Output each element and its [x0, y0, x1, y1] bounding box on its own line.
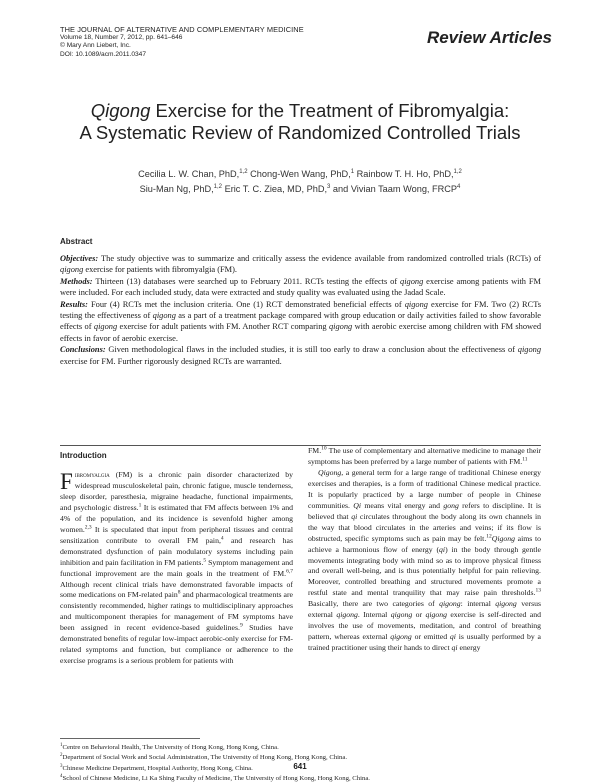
journal-copyright: © Mary Ann Liebert, Inc.	[60, 42, 131, 50]
intro-text: Although recent clinical trials have demonstrated favorable impacts of some medications on FM-related pain	[60, 579, 293, 600]
footnote-divider	[60, 738, 200, 739]
qigong-term: qigong	[328, 322, 353, 332]
qigong-term: Qigong	[491, 533, 516, 543]
citation: 1	[138, 502, 142, 509]
author-5-affil: 3	[327, 184, 331, 191]
intro-text: or	[412, 610, 426, 620]
intro-paragraph-2	[308, 468, 541, 654]
intro-text: energy	[457, 643, 481, 653]
gong-term: gong	[443, 500, 459, 510]
author-4: Siu-Man Ng, PhD,	[139, 184, 214, 195]
qigong-term: qigong	[404, 299, 428, 309]
intro-paragraph-1	[60, 470, 293, 667]
intro-text: : internal	[460, 599, 496, 609]
drop-cap: F	[60, 469, 73, 494]
abstract-methods	[60, 276, 541, 299]
journal-doi: DOI: 10.1089/acm.2011.0347	[60, 50, 147, 58]
title-line1: Exercise for the Treatment of Fibromyalgia:	[150, 100, 510, 121]
methods-text: exercise among patients with FM were included. For each included study, data were extracted and study quality was evaluated using the Jadad Scale.	[60, 276, 541, 298]
intro-text: ) in the body through gentle movements integrating body with mind so as to improve physical fitness and overall well-being, and is thus potentially helpful for pain relieving. Moreover, controlled breathing and structured movements promote a restful state and mental tranquility that may raise pain thresholds.	[308, 544, 541, 598]
qigong-term: qigong	[517, 345, 542, 355]
author-1-affil: 1,2	[239, 169, 248, 175]
intro-text: It is speculated that input from peripheral tissues and central sensitization contribute to overall FM pain,	[60, 524, 293, 545]
intro-text: Studies have demonstrated benefits of regular low-impact aerobic-only exercise for FM-related symptoms and function, but compliance or adherence to the exercise programs is a serious problem for patients with	[60, 623, 293, 666]
intro-text: aims to achieve a harmonious flow of energy (	[308, 533, 541, 554]
qigong-term: qigong	[390, 632, 412, 642]
qi-term: qi	[449, 632, 456, 642]
section-label: Review Articles	[426, 28, 552, 47]
smallcaps-word: ibromyalgia	[74, 470, 110, 479]
intro-text: and pharmacological treatments are consistently recommended, higher ratings to multidisciplinary approaches and multicomponent therapies for management of FM symptoms have been assigned in recent evidence-based guidelines.	[60, 590, 293, 633]
qigong-term: qigong	[336, 610, 358, 620]
footnote-1	[60, 742, 370, 752]
conclusions-text: Given methodological flaws in the included studies, it is still too early to draw a conclusion about the effectiveness of	[108, 345, 518, 355]
footnote-number: 1	[60, 743, 63, 748]
intro-text: , a general term for a large range of traditional Chinese energy exercises and therapies, is a form of traditional Chinese medical practice. It is popularly practiced by a large number of people in Chinese communities.	[308, 467, 541, 510]
intro-text: is usually performed by a trained practitioner using their hands to direct	[308, 632, 541, 653]
author-4-affil: 1,2	[213, 184, 222, 191]
footnote-number: 4	[60, 774, 63, 780]
qigong-term: qigong	[495, 599, 517, 609]
intro-text: and research has demonstrated dysfunction of pain modulatory systems including pain inhibition and pain facilitation in FM patients.	[60, 535, 293, 567]
footnote-text: Department of Social Work and Social Administration, The University of Hong Kong, Hong Kong, China.	[62, 754, 348, 762]
footnote-number: 2	[60, 753, 63, 759]
citation: 2,3	[84, 524, 92, 531]
intro-text: circulates throughout the body along its own channels in the way that blood circulates in the arteries and veins; if its flow is obstructed, specific symptoms such as pain may be felt.	[308, 511, 541, 543]
citation: 13	[535, 587, 541, 594]
citation: 8	[177, 589, 181, 596]
intro-text: The use of complementary and alternative medicine to manage their symptoms has been preferred by a large number of patients with FM.	[308, 446, 541, 466]
citation: 12	[486, 533, 492, 540]
footnote-text: Chinese Medicine Department, Hospital Authority, Hong Kong, China.	[62, 765, 253, 773]
intro-paragraph-1-cont	[308, 446, 541, 468]
qi-term: qi	[451, 643, 458, 653]
footnote-number: 3	[60, 763, 63, 769]
qi-term: Qi	[353, 500, 362, 510]
qigong-term: qigong	[390, 610, 413, 620]
results-label: Results:	[60, 299, 88, 309]
title-italic-word: Qigong	[90, 100, 151, 121]
results-text: exercise for adult patients with FM. Another RCT comparing	[117, 322, 329, 332]
methods-label: Methods:	[60, 276, 93, 286]
citation: 6,7	[286, 568, 293, 574]
abstract-heading: Abstract	[60, 237, 93, 246]
objectives-text: exercise for patients with fibromyalgia (FM).	[83, 265, 237, 275]
author-3: Rainbow T. H. Ho, PhD,	[356, 169, 454, 180]
footnote-4	[60, 773, 370, 783]
qigong-term: qigong	[60, 265, 84, 275]
intro-text: Symptom management and functional improvement are the main goals in the treatment of FM.	[60, 557, 294, 578]
intro-heading: Introduction	[60, 451, 107, 460]
qigong-term: qigong	[425, 610, 447, 620]
author-list	[60, 166, 540, 196]
intro-text: (FM) is a chronic pain disorder characterized by widespread musculoskeletal pain, chronic fatigue, muscle tenderness, sleep disorder, paresthesia, migraine headache, functional impairments, and psychologic distress.	[60, 470, 293, 512]
intro-column-left	[60, 470, 293, 667]
intro-text: It is estimated that FM affects between 1% and 4% of the population, and its incidence is sevenfold higher among women.	[60, 502, 293, 534]
intro-column-right	[308, 446, 541, 654]
intro-text: refers to discipline. It is believed that	[308, 500, 542, 521]
author-5: Eric T. C. Ziea, MD, PhD,	[224, 184, 328, 195]
journal-volume: Volume 18, Number 7, 2012, pp. 641–646	[60, 34, 183, 42]
intro-text: means vital energy and	[361, 500, 444, 510]
journal-name: THE JOURNAL OF ALTERNATIVE AND COMPLEMENTARY MEDICINE	[60, 25, 304, 34]
intro-text: exercise is self-directed and involves the use of movements, meditation, and control of breathing pattern, whereas external	[308, 610, 541, 642]
conclusions-label: Conclusions:	[60, 345, 106, 355]
citation: 11	[522, 456, 528, 463]
objectives-label: Objectives:	[60, 254, 99, 263]
author-2-affil: 1	[350, 169, 355, 175]
citation: 9	[239, 622, 243, 629]
abstract-results	[60, 299, 541, 345]
footnote-text: Centre on Behavioral Health, The University of Hong Kong, Hong Kong, China.	[62, 744, 279, 752]
abstract-conclusions	[60, 344, 541, 367]
results-text: with aerobic exercise among children with FM showed effects in favor of aerobic exercise.	[60, 322, 542, 343]
qi-term: qi	[351, 511, 358, 521]
methods-text: Thirteen (13) databases were searched up to February 2011. RCTs testing the effects of	[95, 276, 401, 286]
qigong-term: qigong	[93, 322, 118, 332]
citation: 5	[203, 557, 207, 564]
qigong-term: qigong	[400, 276, 424, 286]
citation: 4	[220, 535, 224, 542]
intro-text: FM.	[308, 446, 322, 455]
results-text: as a part of a treatment package compared with group education or daily activities failed to show favorable effects of	[60, 311, 541, 332]
qigong-term: qigong	[439, 599, 461, 609]
abstract-body	[60, 253, 541, 367]
author-6: Vivian Taam Wong, FRCP	[350, 184, 458, 195]
qi-term: qi	[439, 544, 446, 554]
author-6-affil: 4	[457, 184, 461, 191]
objectives-text: The study objective was to summarize and critically assess the evidence available from randomized controlled trials (RCTs) of	[101, 254, 541, 263]
intro-text: versus external	[308, 599, 541, 620]
title-line2: A Systematic Review of Randomized Controlled Trials	[79, 122, 521, 143]
journal-header	[60, 26, 304, 59]
author-1: Cecilia L. W. Chan, PhD,	[138, 169, 240, 180]
conclusions-text: exercise for FM. Further rigorously designed RCTs are warranted.	[60, 356, 282, 366]
qigong-term: Qigong	[318, 467, 342, 477]
footnote-text: School of Chinese Medicine, Li Ka Shing Faculty of Medicine, The University of Hong Kong, Hong Kong, China.	[62, 775, 370, 783]
article-title	[60, 100, 540, 144]
results-text: Four (4) RCTs met the inclusion criteria. One (1) RCT demonstrated beneficial effects of	[91, 299, 405, 309]
intro-text: or emitted	[411, 632, 450, 642]
page-number: 641	[293, 762, 307, 771]
intro-text: . Internal	[357, 610, 391, 620]
results-text: exercise for FM. Two (2) RCTs testing the effectiveness of	[60, 299, 541, 321]
intro-text: Basically, there are two categories of	[308, 599, 440, 609]
qigong-term: qigong	[152, 311, 176, 321]
author-and: and	[332, 184, 349, 195]
citation: 10	[321, 445, 327, 452]
author-2: Chong-Wen Wang, PhD,	[250, 169, 351, 180]
author-3-affil: 1,2	[453, 169, 462, 175]
abstract-objectives	[60, 253, 541, 276]
